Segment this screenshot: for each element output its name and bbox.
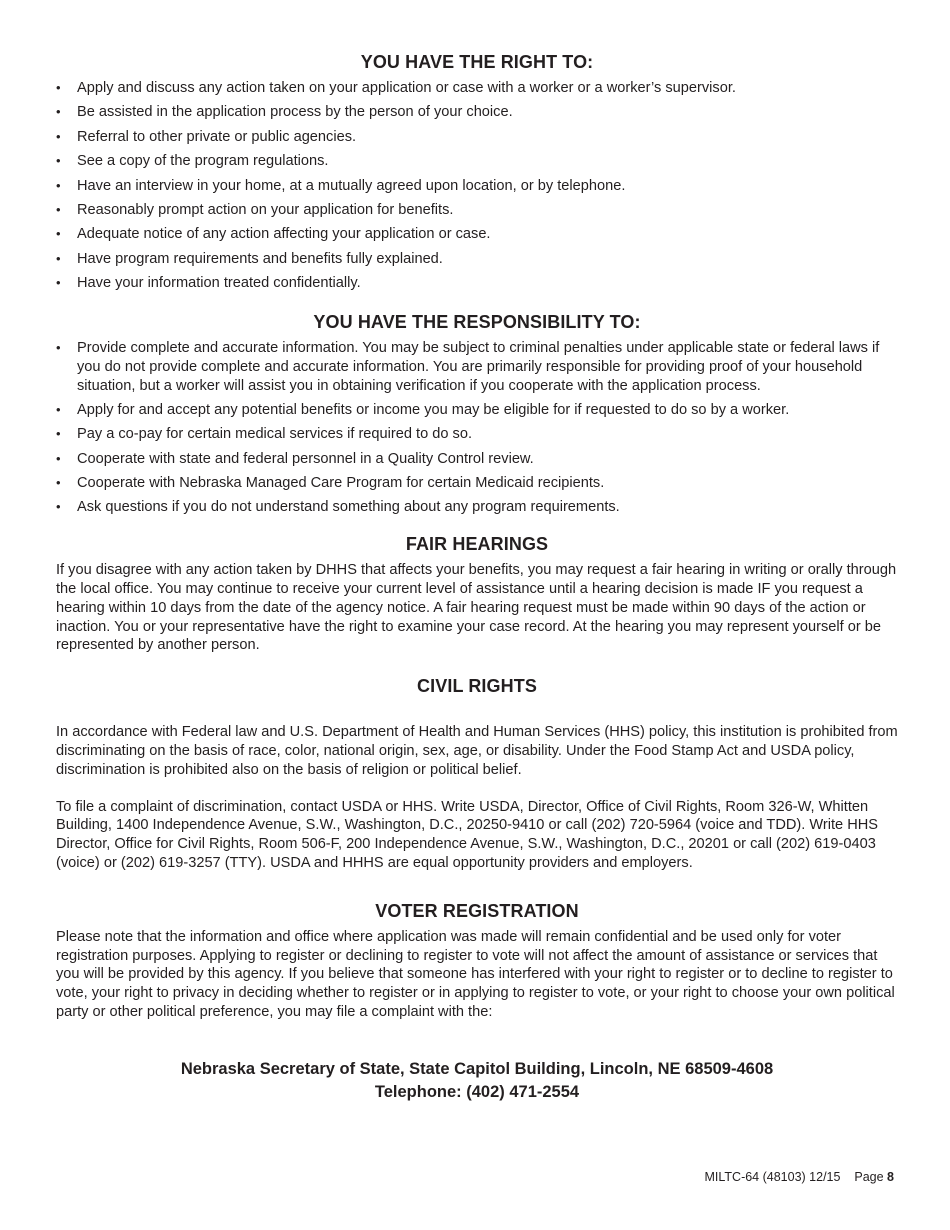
civil-rights-heading: CIVIL RIGHTS [417,676,537,697]
list-item: • Cooperate with state and federal personnel in a Quality Control review. [56,450,898,469]
secretary-of-state-contact [56,1058,898,1104]
list-item: • Cooperate with Nebraska Managed Care Program for certain Medicaid recipients. [56,474,898,493]
page-number: 8 [887,1170,894,1184]
list-item: • Apply and discuss any action taken on your application or case with a worker or a worker’s supervisor. [56,79,898,98]
rights-heading: YOU HAVE THE RIGHT TO: [360,52,594,72]
civil-rights-paragraph-1: In accordance with Federal law and U.S. Department of Health and Human Services (HHS) policy, this institution is prohibited from discriminating on the basis of race, color, national origin, sex, age, or disability. Under the Food Stamp Act and USDA policy, discrimination is prohibited also on the basis of religion or political belief. [56,724,898,778]
list-item: • Have program requirements and benefits fully explained. [56,250,898,269]
voter-registration-heading: VOTER REGISTRATION [375,900,579,921]
list-item: • Have an interview in your home, at a mutually agreed upon location, or by telephone. [56,177,898,196]
list-item: • Have your information treated confidentially. [56,274,898,293]
list-item: • Referral to other private or public agencies. [56,128,898,147]
list-item: • Reasonably prompt action on your application for benefits. [56,201,898,220]
list-item: • Ask questions if you do not understand something about any program requirements. [56,498,898,517]
list-item: • See a copy of the program regulations. [56,152,898,171]
list-item: • Apply for and accept any potential benefits or income you may be eligible for if requested to do so by a worker. [56,401,898,420]
page-label: Page [854,1170,884,1184]
responsibilities-heading: YOU HAVE THE RESPONSIBILITY TO: [313,311,641,332]
fair-hearings-heading: FAIR HEARINGS [405,534,549,555]
fair-hearings-text: If you disagree with any action taken by DHHS that affects your benefits, you may request a fair hearing in writing or orally through the local office. You may continue to receive your current level of assistance until a hearing decision is made IF you request a hearing within 10 days from the date of the agency notice. A fair hearing request must be made within 90 days of the action or inaction. You or your representative have the right to examine your case record. At the hearing you may represent yourself or be represented by another person. [56,562,897,654]
rights-list [56,79,898,293]
page-footer [705,1170,895,1184]
list-item: • Provide complete and accurate information. You may be subject to criminal penalties under applicable state or federal laws if you do not provide complete and accurate information. You are primarily responsible for providing proof of your household situation, but a worker will assist you in obtaining verification if you cooperate with the application process. [56,339,898,395]
voter-registration-text: Please note that the information and office where application was made will remain confidential and be used only for voter registration purposes. Applying to register or declining to register to vote will not affect the amount of assistance or services that you will be provided by this agency. If you believe that someone has interfered with your right to register or to decline to register to vote, your right to privacy in deciding whether to register or in applying to register to vote, or your right to choose your own political party or other political preference, you may file a complaint with the: [56,928,895,1021]
contact-telephone: Telephone: (402) 471-2554 [374,1082,580,1101]
form-id: MILTC-64 (48103) 12/15 [704,1170,841,1184]
page-content [56,50,898,1104]
responsibilities-list [56,339,898,517]
contact-address: Nebraska Secretary of State, State Capitol Building, Lincoln, NE 68509-4608 [180,1059,774,1078]
list-item: • Adequate notice of any action affecting your application or case. [56,225,898,244]
list-item: • Be assisted in the application process by the person of your choice. [56,103,898,122]
civil-rights-paragraph-2: To file a complaint of discrimination, contact USDA or HHS. Write USDA, Director, Office of Civil Rights, Room 326-W, Whitten Building, 1400 Independence Avenue, S.W., Washington, D.C., 20250-9410 or call (202) 720-5964 (voice and TDD). Write HHS Director, Office for Civil Rights, Room 506-F, 200 Independence Avenue, S.W., Washington, D.C., 20201 or call (202) 619-0403 (voice) or (202) 619-3257 (TTY). USDA and HHHS are equal opportunity providers and employers. [56,798,879,872]
list-item: • Pay a co-pay for certain medical services if required to do so. [56,425,898,444]
